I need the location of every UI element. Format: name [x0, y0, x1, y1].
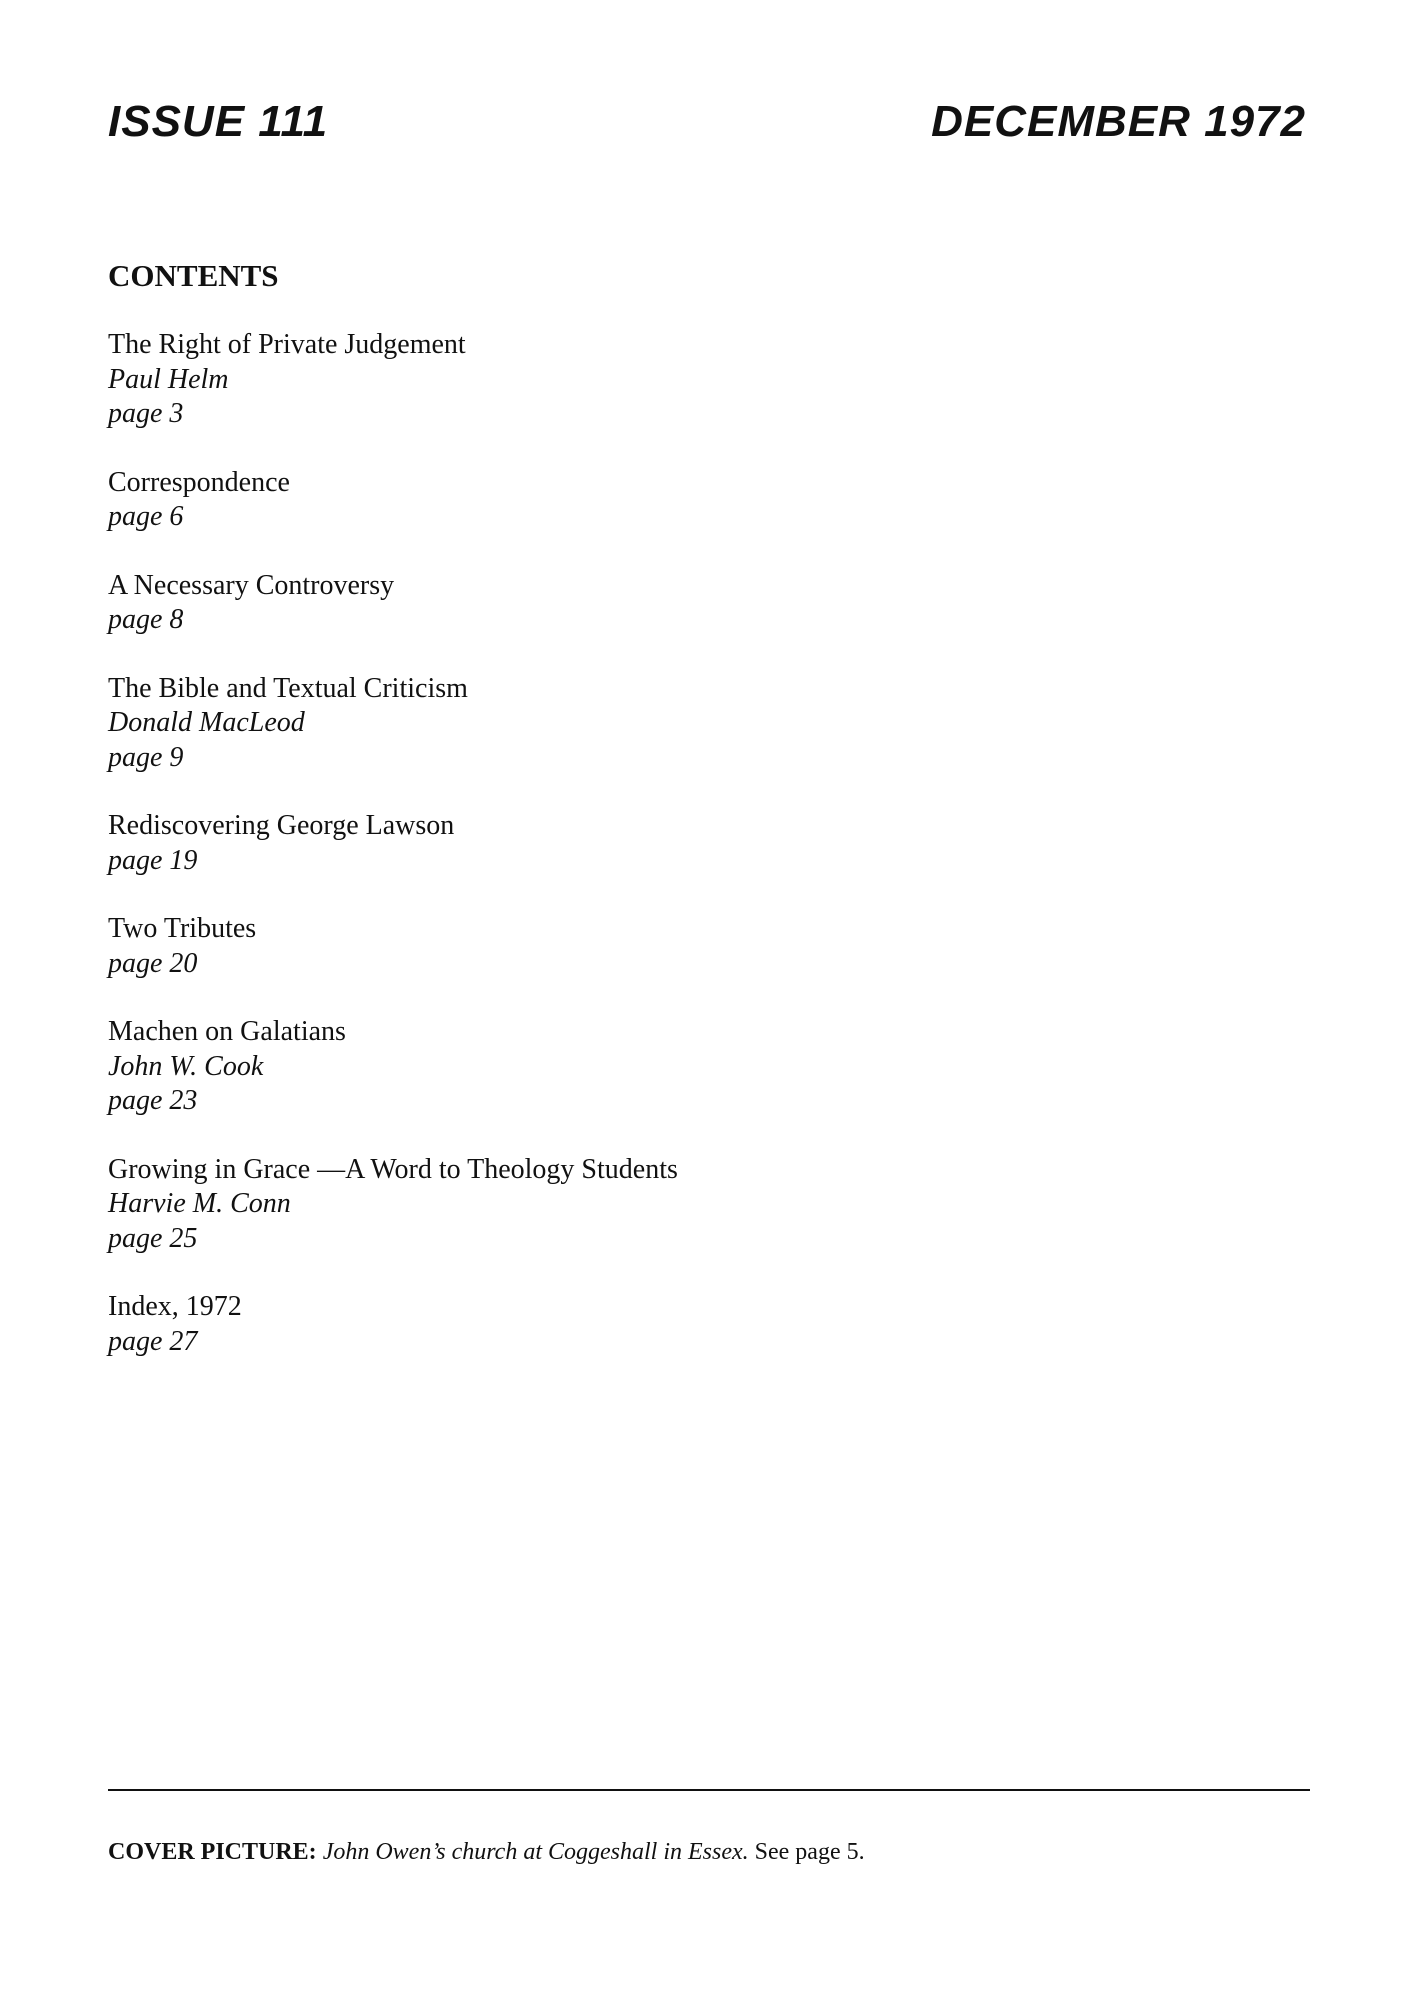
entry-page-number: page 25	[108, 1222, 198, 1254]
entry-page-number: page 8	[108, 604, 184, 635]
entry-title: Correspondence	[108, 466, 290, 498]
cover-picture-note	[108, 1836, 865, 1868]
entry-page-number: page 19	[108, 844, 198, 876]
entry-title: A Necessary Controversy	[108, 569, 395, 601]
entry-author: Donald MacLeod	[108, 707, 305, 738]
entry-title: The Bible and Textual Criticism	[108, 672, 468, 704]
contents-list	[108, 328, 1208, 1393]
contents-entry	[108, 912, 1208, 981]
entry-page-number: page 27	[108, 1325, 198, 1357]
issue-header	[108, 92, 1306, 152]
entry-title: Rediscovering George Lawson	[108, 810, 455, 841]
contents-entry	[108, 569, 1208, 638]
cover-picture-label: COVER PICTURE:	[108, 1839, 317, 1865]
entry-page-number: page 3	[108, 398, 184, 429]
contents-entry	[108, 672, 1208, 776]
divider-rule	[108, 1789, 1310, 1791]
issue-number: ISSUE 111	[108, 97, 329, 146]
cover-picture-caption: John Owen’s church at Coggeshall in Essex.	[322, 1839, 749, 1865]
entry-page-number: page 9	[108, 741, 184, 773]
contents-heading: CONTENTS	[108, 258, 279, 293]
entry-title: Growing in Grace —A Word to Theology Students	[108, 1153, 678, 1185]
contents-entry	[108, 328, 1208, 432]
contents-entry	[108, 809, 1208, 878]
contents-entry	[108, 1015, 1208, 1119]
entry-page-number: page 6	[108, 501, 184, 532]
cover-picture-reference: See page 5.	[754, 1839, 865, 1865]
entry-title: Index, 1972	[108, 1291, 242, 1322]
entry-page-number: page 20	[108, 947, 198, 979]
entry-page-number: page 23	[108, 1085, 198, 1116]
entry-author: Harvie M. Conn	[108, 1188, 291, 1219]
entry-title: Two Tributes	[108, 913, 257, 944]
contents-entry	[108, 466, 1208, 535]
entry-title: The Right of Private Judgement	[108, 329, 466, 360]
entry-title: Machen on Galatians	[108, 1016, 346, 1047]
contents-entry	[108, 1290, 1208, 1359]
issue-date: DECEMBER 1972	[931, 97, 1306, 146]
entry-author: Paul Helm	[108, 363, 229, 395]
contents-entry	[108, 1153, 1208, 1257]
entry-author: John W. Cook	[108, 1050, 264, 1082]
